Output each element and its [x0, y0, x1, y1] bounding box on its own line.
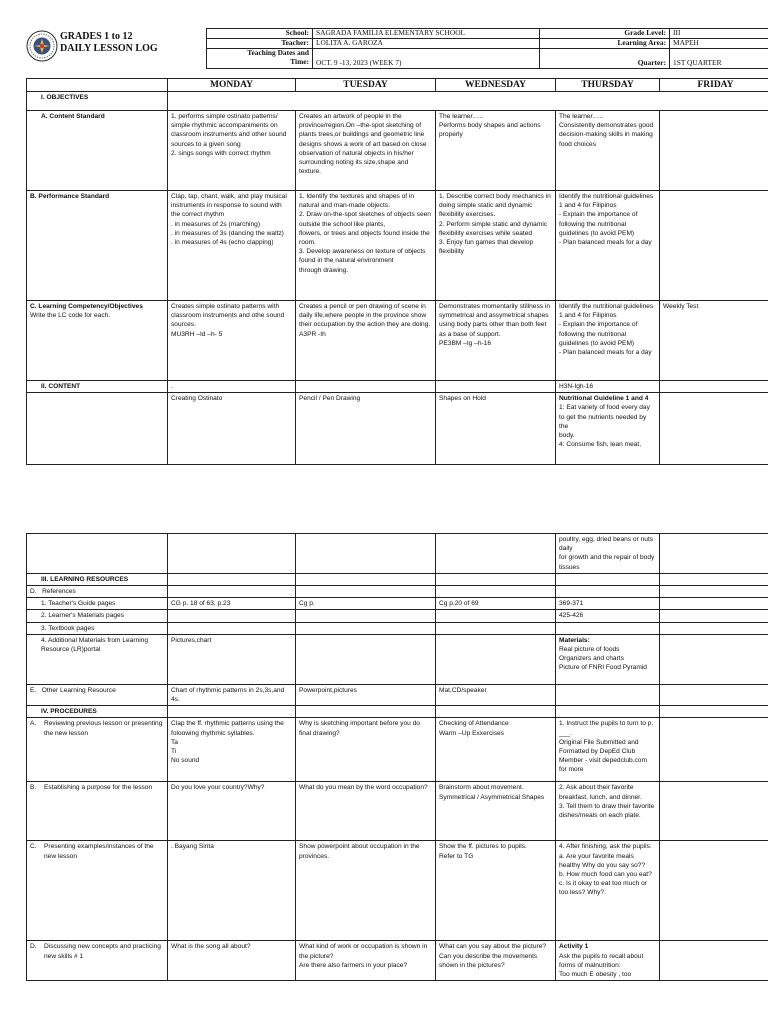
proc-wed	[436, 706, 556, 718]
cont-wed	[436, 534, 556, 574]
tg-fri	[660, 598, 768, 610]
competency-label	[27, 301, 168, 381]
procedures-heading: IV. PROCEDURES	[27, 706, 168, 718]
content-code-thu: H3N-Igh-16	[556, 381, 660, 393]
cont-tue	[296, 534, 436, 574]
ref-thu	[556, 586, 660, 598]
review-thu: 1. Instruct the pupils to turn to p. ___. Original File Submitted and Formatted by DepEd Club Member - visit depedclub.com for more	[556, 718, 660, 782]
other-resource-label: E. Other Learning Resource	[27, 684, 168, 705]
dates-label-line-1: Teaching Dates and	[247, 48, 309, 57]
grade-level-value: III	[670, 29, 768, 39]
content-thu-title: Nutritional Guideline 1 and 4	[559, 395, 649, 403]
tb-tue	[296, 622, 436, 634]
day-friday: FRIDAY	[660, 79, 768, 92]
day-monday: MONDAY	[168, 79, 296, 92]
examples-thu: 4. After finishing, ask the pupils: a. Are your favorite meals healthy Why do you say so?? b. How much food can you eat? c. Is it okay to eat too much or too less? Why?.	[556, 841, 660, 941]
discussing-mon: What is the song all about?	[168, 941, 296, 981]
purpose-fri	[660, 782, 768, 841]
lr-fri	[660, 573, 768, 585]
lr-mon	[168, 573, 296, 585]
references-label: D. References	[27, 586, 168, 598]
am-wed	[436, 634, 556, 684]
performance-standard-mon: Clap, tap, chant, walk, and play musical instruments in response to sound with the correct rhythm . in measures of 2s (marching) . in measures of 3s (dancing the waltz) . in measures of 4s (echo clapping)	[168, 191, 296, 301]
lm-tue	[296, 610, 436, 622]
deped-seal-icon	[26, 30, 58, 62]
tg-wed: Cg p.20 of 69	[436, 598, 556, 610]
other-tue: Powerpoint,pictures	[296, 684, 436, 705]
competency-label-line-1: C. Learning Competency/Objectives	[30, 303, 143, 310]
tg-thu: 369-371	[556, 598, 660, 610]
performance-standard-tue: 1. Identify the textures and shapes of in natural and man-made objects. 2. Draw on-the-spot sketches of objects seen outside the school like plants, flowers, or trees and objects found inside the room. 3. Develop awareness on texture of objects found in the natural environment through drawing.	[296, 191, 436, 301]
content-heading: II. CONTENT	[27, 381, 168, 393]
review-mon: Clap the ff. rhythmic patterns using the foloowing rhythmic syllables. Ta Ti No sound	[168, 718, 296, 782]
tb-thu	[556, 622, 660, 634]
learners-materials-label: 2. Learner's Materials pages	[27, 610, 168, 622]
content-empty-fri	[660, 381, 768, 393]
content-standard-mon: 1. performs simple ostinato patterns/ simple rhythmic accompaniments on classroom instruments and other sound sources to a given song 2. sings songs with correct rhythm	[168, 111, 296, 191]
other-thu	[556, 684, 660, 705]
info-table	[206, 28, 768, 69]
content-wed: Shapes on Hold	[436, 393, 556, 465]
discussing-label: D. Discussing new concepts and practicing new skills # 1	[27, 941, 168, 981]
corner-cell	[27, 79, 168, 92]
cont-fri	[660, 534, 768, 574]
proc-fri	[660, 706, 768, 718]
examples-label-text: Presenting examples/instances of the new lesson	[44, 843, 154, 860]
dates-label	[207, 49, 313, 69]
review-label: A. Reviewing previous lesson or presenting the new lesson	[27, 718, 168, 782]
lr-tue	[296, 573, 436, 585]
objectives-span	[168, 92, 768, 111]
competency-mon: Creates simple ostinato patterns with classroom instruments and othe sound sources. MU3RH –Id –h- 5	[168, 301, 296, 381]
lm-mon	[168, 610, 296, 622]
lm-fri	[660, 610, 768, 622]
proc-tue	[296, 706, 436, 718]
discussing-thu	[556, 941, 660, 981]
school-label: School:	[207, 29, 313, 39]
learning-resources-heading: III. LEARNING RESOURCES	[27, 573, 168, 585]
tg-tue: Cg p.	[296, 598, 436, 610]
examples-tue: Show powerpoint about occupation in the provinces.	[296, 841, 436, 941]
competency-tue: Creates a pencil or pen drawing of scene in daily life,where people in the province show their occupation by the action they are doing. A3PR -Ih	[296, 301, 436, 381]
review-tue: Why is sketching important before you do final drawing?	[296, 718, 436, 782]
discussing-label-text: Discussing new concepts and practicing new skills # 1	[44, 943, 161, 960]
cont-mon	[168, 534, 296, 574]
examples-wed: Show the ff. pictures to pupils. Refer to TG	[436, 841, 556, 941]
proc-thu	[556, 706, 660, 718]
page-title	[60, 31, 158, 55]
discussing-wed: What can you say about the picture? Can you describe the movements shown in the pictures?	[436, 941, 556, 981]
competency-fri: Weekly Test	[660, 301, 768, 381]
day-wednesday: WEDNESDAY	[436, 79, 556, 92]
purpose-tue: What do you mean by the word occupation?	[296, 782, 436, 841]
grade-level-label: Grade Level:	[540, 29, 670, 39]
lesson-table-part-2	[26, 533, 768, 981]
examples-fri	[660, 841, 768, 941]
teacher-value: LOLITA A. GAROZA	[313, 39, 540, 49]
review-label-text: Reviewing previous lesson or presenting the new lesson	[44, 720, 163, 737]
lm-thu: 425-426	[556, 610, 660, 622]
learning-area-label: Learning Area:	[540, 39, 670, 49]
content-empty-wed	[436, 381, 556, 393]
am-tue	[296, 634, 436, 684]
purpose-mon: Do you love your country?Why?	[168, 782, 296, 841]
discussing-thu-text: Ask the pupils to recall about forms of malnutrition: Too much E obesity , too	[559, 952, 644, 979]
references-text: References	[42, 588, 76, 596]
cont-thu: poultry, egg, dried beans or nuts daily for growth and the repair of body tissues	[556, 534, 660, 574]
ref-fri	[660, 586, 768, 598]
quarter-label: Quarter:	[540, 49, 670, 69]
performance-standard-label: B. Performance Standard	[27, 191, 168, 301]
purpose-label-text: Establishing a purpose for the lesson	[44, 784, 153, 792]
tb-wed	[436, 622, 556, 634]
dates-label-line-2: Time:	[290, 56, 309, 66]
performance-standard-wed: 1. Describe correct body mechanics in doing simple static and dynamic flexibility exercises. 2. Perform simple static and dynamic flexibility exercises while seated 3. Enjoy fun games that develop flexibility	[436, 191, 556, 301]
content-standard-label: A. Content Standard	[27, 111, 168, 191]
competency-label-line-2: Write the LC code for each.	[30, 312, 111, 320]
lr-wed	[436, 573, 556, 585]
content-dot-mon: .	[168, 381, 296, 393]
content-standard-tue: Creates an artwork of people in the province/region.On –the-spot sketching of plants trees,or buildings and geometric line designs shows a work of art based on close observation of natural objects in his/her surrounding noting its size,shape and texture.	[296, 111, 436, 191]
tg-mon: CG p. 18 of 63, p.23	[168, 598, 296, 610]
objectives-heading: I. OBJECTIVES	[27, 92, 168, 111]
day-thursday: THURSDAY	[556, 79, 660, 92]
lesson-table-part-1	[26, 78, 768, 465]
content-thu	[556, 393, 660, 465]
am-mon: Pictures,chart	[168, 634, 296, 684]
content-standard-thu: The learner….. Consistently demonstrates good decision-making skills in making food choices	[556, 111, 660, 191]
tb-mon	[168, 622, 296, 634]
teacher-label: Teacher:	[207, 39, 313, 49]
ref-tue	[296, 586, 436, 598]
competency-wed: Demonstrates momentarily stillness in symmetrical and assymetrical shapes using body parts other than both feet as a base of support. PE3BM –Ig –h-16	[436, 301, 556, 381]
header	[26, 28, 768, 73]
textbook-label: 3. Textbook pages	[27, 622, 168, 634]
title-line-2: DAILY LESSON LOG	[60, 43, 158, 54]
proc-mon	[168, 706, 296, 718]
content-mon: Creating Ostinato	[168, 393, 296, 465]
quarter-value: 1ST QUARTER	[670, 49, 768, 69]
competency-thu: Identify the nutritional guidelines 1 and 4 for Filipinos - Explain the importance of following the nutritional guidelines (to avoid PEM) - Plan balanced meals for a day	[556, 301, 660, 381]
examples-label: C. Presenting examples/instances of the new lesson	[27, 841, 168, 941]
learning-area-value: MAPEH	[670, 39, 768, 49]
am-fri	[660, 634, 768, 684]
content-empty-tue	[296, 381, 436, 393]
discussing-thu-title: Activity 1	[559, 943, 589, 951]
review-wed: Checking of Attendance Warm –Up Exxercises	[436, 718, 556, 782]
am-thu	[556, 634, 660, 684]
examples-mon: . Bayang Sinta	[168, 841, 296, 941]
purpose-label: B. Establishing a purpose for the lesson	[27, 782, 168, 841]
content-row-label	[27, 393, 168, 465]
ref-wed	[436, 586, 556, 598]
tb-fri	[660, 622, 768, 634]
am-thu-title: Materials:	[559, 636, 590, 644]
content-tue: Pencil / Pen Drawing	[296, 393, 436, 465]
purpose-wed: Brainstorm about movement. Symmetrical / Asymmetrical Shapes	[436, 782, 556, 841]
review-fri	[660, 718, 768, 782]
additional-materials-label: 4. Additional Materials from Learning Resource (LR)portal	[27, 634, 168, 684]
content-standard-fri	[660, 111, 768, 191]
other-fri	[660, 684, 768, 705]
content-thu-text: 1: Eat variety of food every day to get the nutrients needed by the body. 4: Consume fish, lean meat,	[559, 404, 650, 449]
discussing-fri	[660, 941, 768, 981]
ref-mon	[168, 586, 296, 598]
content-standard-wed: The learner….. Performs body shapes and actions properly	[436, 111, 556, 191]
content-fri	[660, 393, 768, 465]
am-thu-text: Real picture of foods Organizers and charts Picture of FNRI Food Pyramid	[559, 646, 647, 672]
cont-label	[27, 534, 168, 574]
lm-wed	[436, 610, 556, 622]
performance-standard-fri	[660, 191, 768, 301]
dates-value: OCT. 9 -13, 2023 (WEEK 7)	[313, 49, 540, 69]
discussing-tue: What kind of work or occupation is shown in the picture? Are there also farmers in your place?	[296, 941, 436, 981]
teachers-guide-label: 1. Teacher's Guide pages	[27, 598, 168, 610]
school-value: SAGRADA FAMILIA ELEMENTARY SCHOOL	[313, 29, 540, 39]
lr-thu	[556, 573, 660, 585]
other-wed: Mat,CD/speaker	[436, 684, 556, 705]
purpose-thu: 2. Ask about their favorite breakfast, lunch, and dinner. 3. Tell them to draw their favorite dishes/meals on each plate.	[556, 782, 660, 841]
other-mon: Chart of rhythmic patterns in 2s,3s,and 4s.	[168, 684, 296, 705]
title-line-1: GRADES 1 to 12	[60, 31, 133, 42]
performance-standard-thu: Identify the nutritional guidelines 1 and 4 for Filipinos - Explain the importance of following the nutritional guidelines (to avoid PEM) - Plan balanced meals for a day	[556, 191, 660, 301]
other-resource-text: Other Learning Resource	[41, 686, 116, 694]
day-tuesday: TUESDAY	[296, 79, 436, 92]
